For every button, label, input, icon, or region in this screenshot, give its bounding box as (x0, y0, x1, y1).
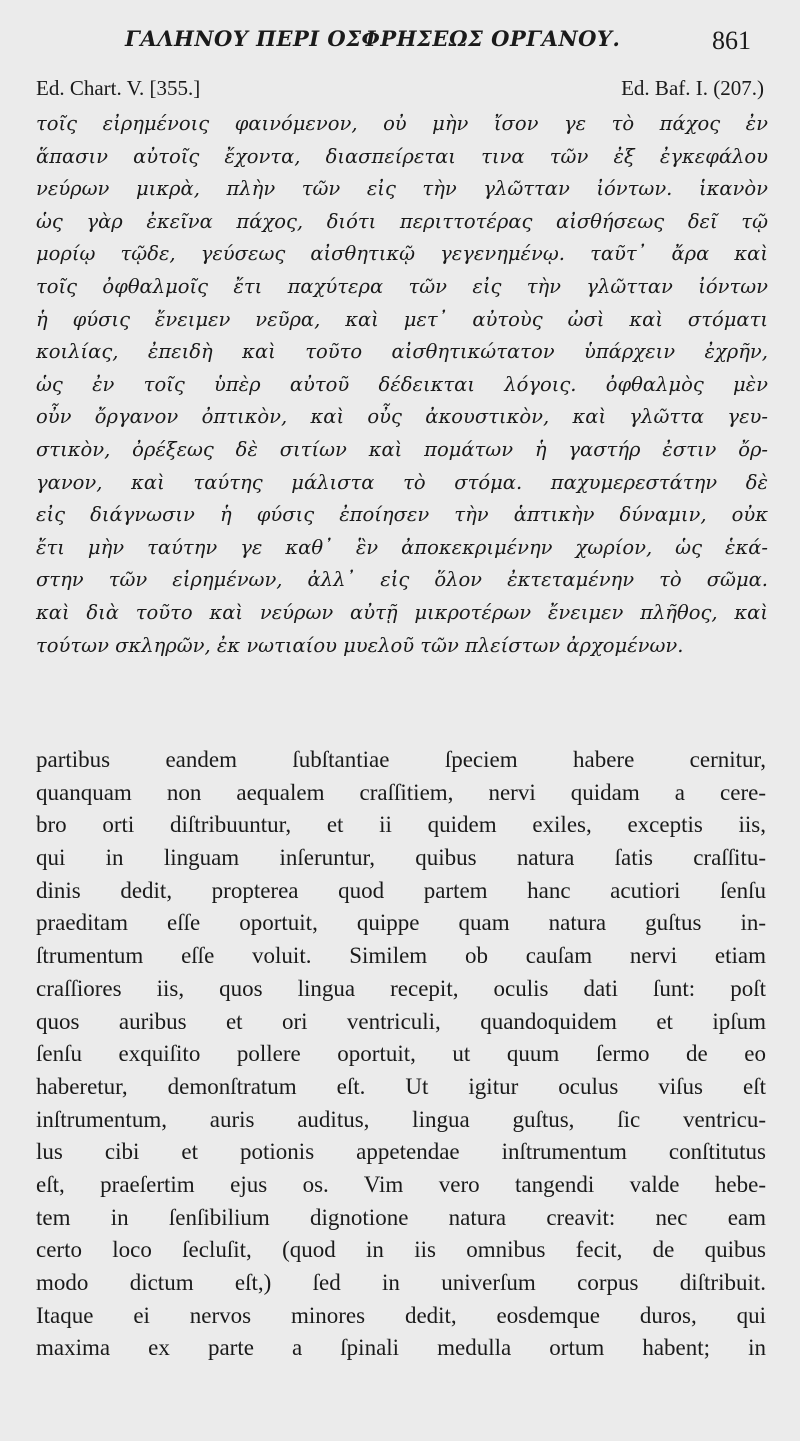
greek-line: ἡ φύσις ἔνειμεν νεῦρα, καὶ μετ᾽ αὐτοὺς ὠσὶ καὶ στόματι (36, 307, 768, 331)
greek-line: εἰς διάγνωσιν ἡ φύσις ἐποίησεν τὴν ἁπτικὴν δύναμιν, οὐκ (36, 503, 768, 527)
latin-line: Itaque ei nervos minores dedit, eosdemque duros, qui (36, 1302, 766, 1328)
latin-line: haberetur, demonſtratum eſt. Ut igitur oculus viſus eſt (36, 1073, 766, 1099)
latin-line: certo loco ſecluſit, (quod in iis omnibus fecit, de quibus (36, 1237, 766, 1263)
page-number: 861 (712, 26, 751, 55)
greek-line: τοῖς εἰρημένοις φαινόμενον, οὐ μὴν ἴσον γε τὸ πάχος ἐν (36, 112, 768, 135)
greek-line: κοιλίας, ἐπειδὴ καὶ τοῦτο αἰσθητικώτατον ὑπάρχειν ἐχρῆν, (36, 340, 768, 364)
latin-line: ſenſu exquiſito pollere oportuit, ut quum ſermo de eo (36, 1041, 766, 1067)
edition-basel-reference: Ed. Baf. I. (207.) (621, 76, 764, 100)
greek-line: ὡς ἐν τοῖς ὑπὲρ αὐτοῦ δέδεικται λόγοις. ὀφθαλμὸς μὲν (36, 372, 768, 396)
greek-line: ὡς γὰρ ἐκεῖνα πάχος, διότι περιττοτέρας αἰσθήσεως δεῖ τῷ (36, 209, 768, 233)
greek-line: γανον, καὶ ταύτης μάλιστα τὸ στόμα. παχυμερεστάτην δὲ (36, 470, 768, 494)
latin-line: modo dictum eſt,) ſed in univerſum corpus diſtribuit. (36, 1270, 766, 1295)
latin-line: inſtrumentum, auris auditus, lingua guſtus, ſic ventricu- (36, 1106, 766, 1132)
greek-line: τούτων σκληρῶν, ἐκ νωτιαίου μυελοῦ τῶν πλείστων ἀρχομένων. (36, 633, 684, 657)
latin-line: craſſiores iis, quos lingua recepit, oculis dati ſunt: poſt (36, 975, 766, 1001)
greek-text-block (36, 108, 768, 662)
latin-line: bro orti diſtribuuntur, et ii quidem exiles, exceptis iis, (36, 812, 766, 838)
greek-line: στην τῶν εἰρημένων, ἀλλ᾽ εἰς ὅλον ἐκτεταμένην τὸ σῶμα. (36, 568, 768, 592)
greek-line: καὶ διὰ τοῦτο καὶ νεύρων αὐτῇ μικροτέρων ἔνειμεν πλῆθος, καὶ (36, 600, 768, 624)
latin-line: quos auribus et ori ventriculi, quandoquidem et ipſum (36, 1008, 766, 1034)
latin-line: lus cibi et potionis appetendae inſtrumentum conſtitutus (36, 1139, 766, 1165)
latin-line: eſt, praeſertim ejus os. Vim vero tangendi valde hebe- (36, 1171, 766, 1197)
latin-line: quanquam non aequalem craſſitiem, nervi quidam a cere- (36, 779, 766, 805)
latin-line: partibus eandem ſubſtantiae ſpeciem habere cernitur, (36, 747, 766, 772)
edition-reference-line (36, 76, 764, 102)
greek-line: στικὸν, ὀρέξεως δὲ σιτίων καὶ πομάτων ἡ γαστήρ ἐστιν ὄρ- (36, 437, 768, 461)
latin-line: dinis dedit, propterea quod partem hanc acutiori ſenſu (36, 877, 766, 903)
greek-line: μορίῳ τῷδε, γεύσεως αἰσθητικῷ γεγενημένῳ. ταῦτ᾽ ἄρα καὶ (36, 242, 768, 266)
edition-chart-reference: Ed. Chart. V. [355.] (36, 76, 201, 100)
greek-line: ἅπασιν αὐτοῖς ἔχοντα, διασπείρεται τινα τῶν ἐξ ἐγκεφάλου (36, 144, 768, 168)
latin-line: qui in linguam inſeruntur, quibus natura ſatis craſſitu- (36, 845, 766, 871)
latin-line: maxima ex parte a ſpinali medulla ortum habent; in (36, 1335, 766, 1361)
greek-line: τοῖς ὀφθαλμοῖς ἔτι παχύτερα τῶν εἰς τὴν γλῶτταν ἰόντων (36, 274, 768, 298)
greek-line: οὖν ὄργανον ὀπτικὸν, καὶ οὖς ἀκουστικὸν, καὶ γλῶττα γευ- (36, 405, 768, 429)
running-title: ΓΑΛΗΝΟΥ ΠΕΡΙ ΟΣΦΡΗΣΕΩΣ ΟΡΓΑΝΟΥ. (125, 26, 621, 51)
greek-line: ἔτι μὴν ταύτην γε καθ᾽ ἓν ἀποκεκριμένην χωρίον, ὡς ἑκά- (36, 535, 768, 559)
latin-line: praeditam eſſe oportuit, quippe quam natura guſtus in- (36, 910, 766, 936)
latin-line: tem in ſenſibilium dignotione natura creavit: nec eam (36, 1204, 766, 1230)
greek-line: νεύρων μικρὰ, πλὴν τῶν εἰς τὴν γλῶτταν ἰόντων. ἱκανὸν (36, 177, 768, 201)
latin-line: ſtrumentum eſſe voluit. Similem ob cauſam nervi etiam (36, 943, 766, 969)
latin-text-block (36, 744, 766, 1365)
